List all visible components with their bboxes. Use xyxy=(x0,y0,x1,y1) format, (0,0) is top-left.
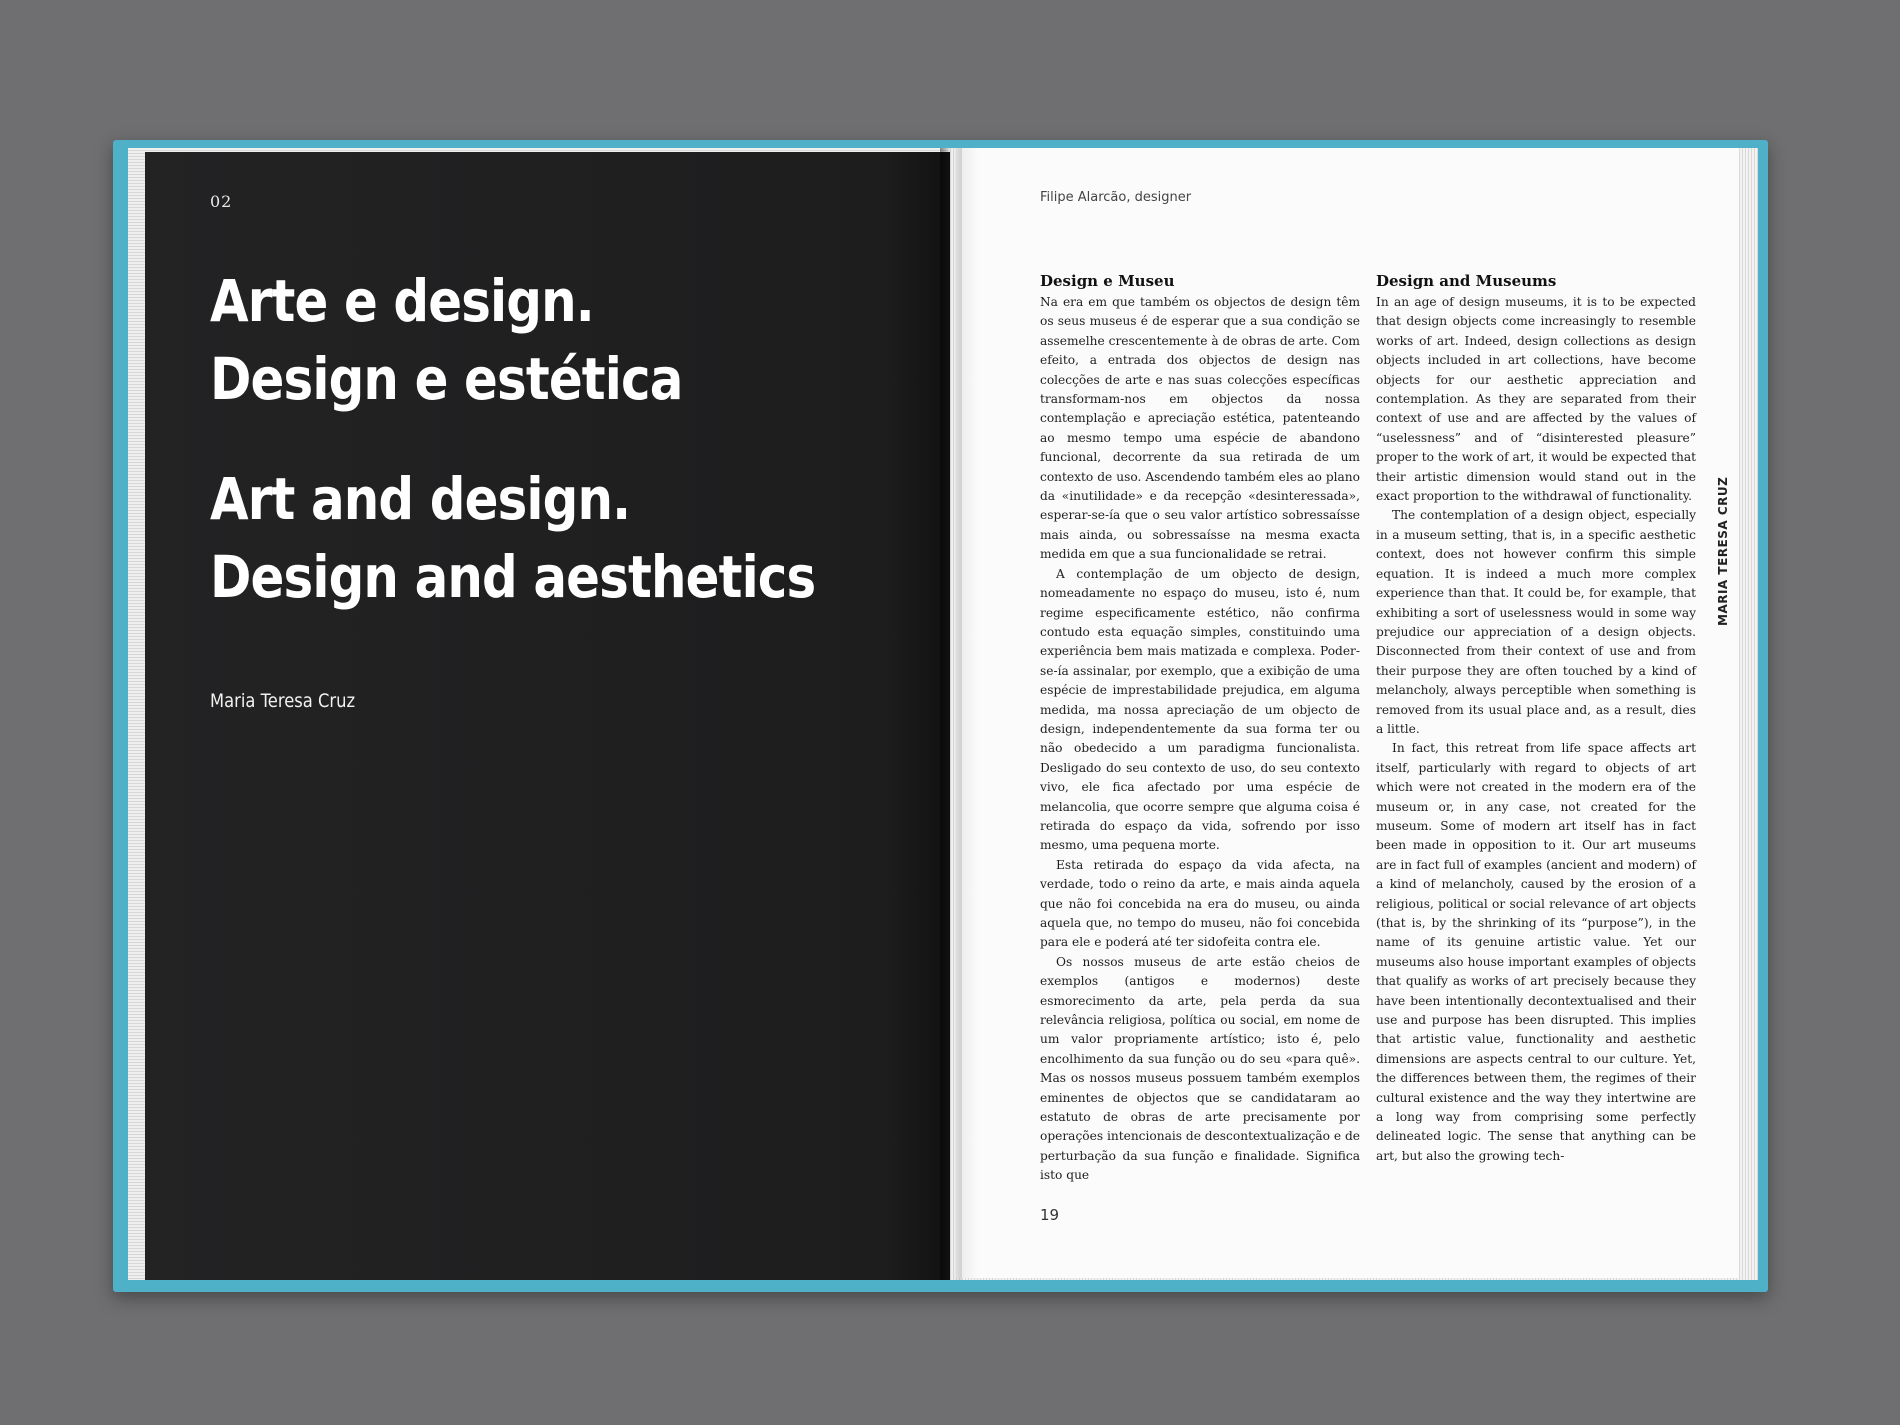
pt-paragraph: Os nossos museus de arte estão cheios de exemplos (antigos e modernos) deste esmorecimento da arte, pela perda da sua relevância religiosa, política ou social, em nome de um valor propriamente artístico; isto é, pelo encolhimento da sua função ou do seu «para quê». Mas os nossos museus possuem também exemplos eminentes de objectos que se candidataram ao estatuto de obras de arte precisamente por operações intencionais de descontextualização e de perturbação da sua função e finalidade. Significa isto que xyxy=(1040,954,1360,1183)
title-en-line-1: Art and design. xyxy=(210,465,631,533)
title-english xyxy=(210,460,829,616)
chapter-number: 02 xyxy=(210,192,233,211)
en-paragraph: In an age of design museums, it is to be expected that design objects come increasingly to resemble works of art. Indeed, design collections as design objects included in art collections, have become objects for our aesthetic appreciation and contemplation. As they are separated from their context of use and are affected by the values of “uselessness” and of “disinterested pleasure” proper to the work of art, it would be expected that their artistic dimension would stand out in the exact proportion to the withdrawal of functionality. xyxy=(1376,295,1696,504)
page-number: 19 xyxy=(1040,1206,1060,1224)
heading-english: Design and Museums xyxy=(1376,272,1557,290)
title-en-line-2: Design and aesthetics xyxy=(210,543,816,611)
title-pt-line-2: Design e estética xyxy=(210,345,683,413)
pt-paragraph: Na era em que também os objectos de design têm os seus museus é de esperar que a sua condição se assemelhe crescentemente à de obras de arte. Com efeito, a entrada dos objectos de design nas colecções de arte e nas suas colecções específicas transformam-nos em objectos da nossa contemplação e apreciação estética, patenteando ao mesmo tempo uma espécie de abandono funcional, decorrente da sua retirada de um contexto de uso. Ascendendo também eles ao plano da «inutilidade» e da recepção «desinteressada», esperar-se-ía que o seu valor artístico sobressaísse mais ainda, ou sobressaísse na mesma exacta medida em que a sua funcionalidade se retrai. xyxy=(1040,295,1360,562)
running-head: Filipe Alarcão, designer xyxy=(1040,190,1192,205)
right-page xyxy=(956,148,1739,1278)
en-paragraph: The contemplation of a design object, especially in a museum setting, that is, in a specific aesthetic context, does not however confirm this simple equation. It is indeed a much more complex experience than that. It could be, for example, that exhibiting a sort of uselessness would in some way prejudice our appreciation of a design objects. Disconnected from their context of use and from their purpose they are often touched by a kind of melancholy, always perceptible when something is removed from its usual place and, as a result, dies a little. xyxy=(1376,508,1696,736)
title-pt-line-1: Arte e design. xyxy=(210,267,594,335)
column-english xyxy=(1376,270,1696,1166)
side-author-label: MARIA TERESA CRUZ xyxy=(1716,476,1730,626)
column-portuguese xyxy=(1040,270,1360,1186)
left-page xyxy=(145,152,950,1280)
title-portuguese xyxy=(210,262,829,418)
author-name: Maria Teresa Cruz xyxy=(210,690,356,712)
en-paragraph: In fact, this retreat from life space affects art itself, particularly with regard to objects of art which were not created in the modern era of the museum or, in any case, not created for the museum. Some of modern art itself has in fact been made in opposition to it. Our art museums are in fact full of examples (ancient and modern) of a kind of melancholy, caused by the erosion of a religious, political or social relevance of art objects (that is, by the shrinking of its “purpose”), in the name of its genuine artistic value. Yet our museums also house important examples of objects that qualify as works of art precisely because they have been intentionally decontextualised and their use and purpose has been disrupted. This implies that artistic value, functionality and aesthetic dimensions are aspects central to our culture. Yet, the differences between them, the regimes of their cultural existence and the way they intertwine are a long way from comprising some perfectly delineated logic. The sense that anything can be art, but also the growing tech- xyxy=(1376,741,1696,1163)
pt-paragraph: A contemplação de um objecto de design, nomeadamente no espaço do museu, isto é, num regime especificamente estético, não confirma contudo esta equação simples, constituindo uma experiência bem mais matizada e complexa. Poder-se-ía assinalar, por exemplo, que a exibição de uma espécie de imprestabilidade prejudica, em alguma medida, ma nossa apreciação de um objecto de design, independentemente da sua forma ter ou não obedecido a um paradigma funcionalista. Desligado do seu contexto de uso, do seu contexto vivo, ele fica afectado por uma espécie de melancolia, que ocorre sempre que alguma coisa é retirada do espaço da vida, sofrendo por isso mesmo, uma pequena morte. xyxy=(1040,566,1360,853)
heading-portuguese: Design e Museu xyxy=(1040,272,1175,290)
book-gutter xyxy=(940,148,962,1280)
pt-paragraph: Esta retirada do espaço da vida afecta, na verdade, todo o reino da arte, e mais ainda aquela que não foi concebida na era do museu, ou ainda aquela que, no tempo do museu, não foi concebida para ele e poderá até ter sidofeita contra ele. xyxy=(1040,857,1360,950)
